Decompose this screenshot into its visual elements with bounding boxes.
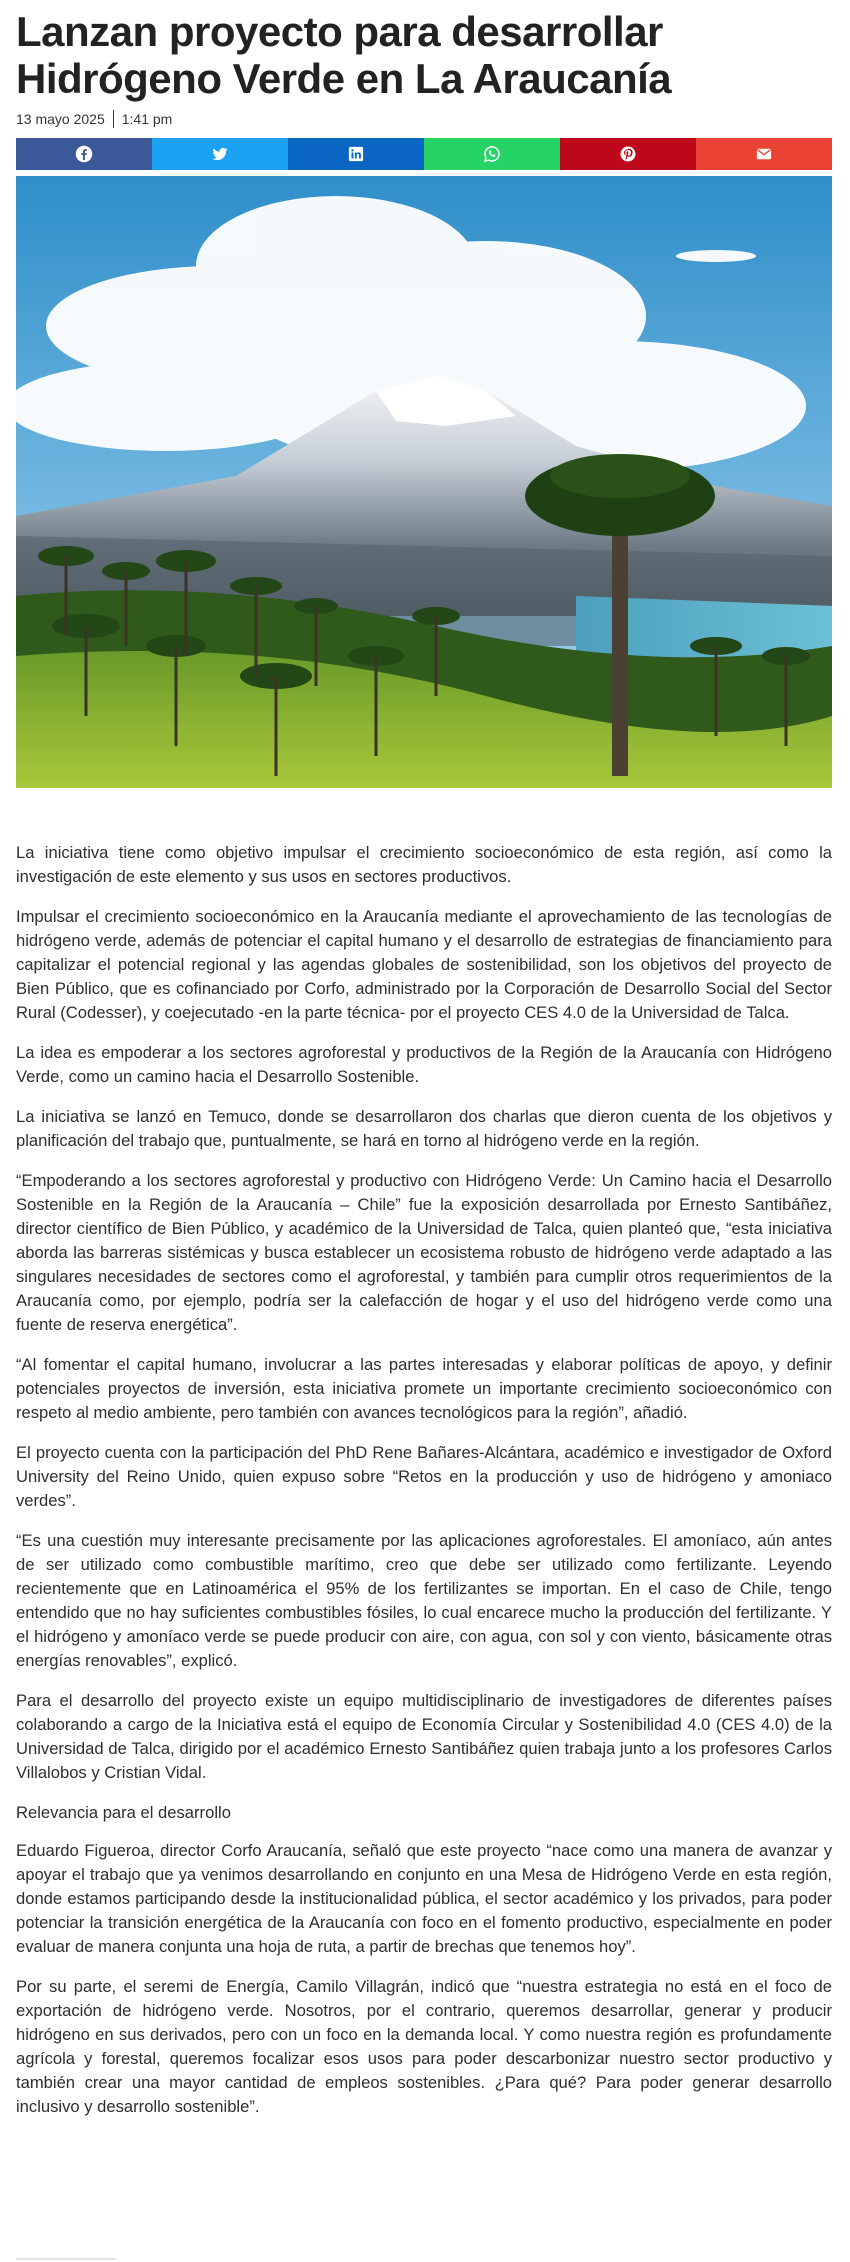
paragraph-4: La iniciativa se lanzó en Temuco, donde se desarrollaron dos charlas que dieron cuenta de los objetivos y planificación del trabajo que, puntualmente, se hará en torno al hidrógeno verde en la región. [16, 1107, 832, 1150]
email-icon [755, 145, 773, 163]
article-body [16, 841, 832, 2119]
paragraph-2: Impulsar el crecimiento socioeconómico en la Araucanía mediante el aprovechamiento de las tecnologías de hidrógeno verde, además de potenciar el capital humano y el desarrollo de estrategias de financiamiento para capitalizar el potencial regional y las agendas globales de sostenibilidad, son los objetivos del proyecto de Bien Público, que es cofinanciado por Corfo, administrado por la Corporación de Desarrollo Social del Sector Rural (Codesser), y coejecutado -en la parte técnica- por el proyecto CES 4.0 de la Universidad de Talca. [16, 907, 832, 1022]
twitter-share-button[interactable] [152, 138, 288, 170]
pinterest-icon [619, 145, 637, 163]
paragraph-7: El proyecto cuenta con la participación del PhD Rene Bañares-Alcántara, académico e investigador de Oxford University del Reino Unido, quien expuso sobre “Retos en la producción y uso de hidrógeno y amoniaco verdes”. [16, 1443, 832, 1510]
section-subheading: Relevancia para el desarrollo [16, 1803, 231, 1822]
paragraph-5: “Empoderando a los sectores agroforestal y productivo con Hidrógeno Verde: Un Camino hacia el Desarrollo Sostenible en la Región de la Araucanía – Chile” fue la exposición desarrollada por Ernesto Santibáñez, director científico de Bien Público, y académico de la Universidad de Talca, quien planteó que, “esta iniciativa aborda las barreras sistémicas y busca establecer un ecosistema robusto de hidrógeno verde adaptado a las singulares necesidades de sectores como el agroforestal, y también para cumplir otros requerimientos de la Araucanía como, por ejemplo, podría ser la calefacción de hogar y el uso del hidrógeno verde como una fuente de reserva energética”. [16, 1171, 832, 1334]
share-bar [16, 138, 832, 170]
article-meta [16, 110, 832, 128]
linkedin-icon [347, 145, 365, 163]
email-share-button[interactable] [696, 138, 832, 170]
publish-time: 1:41 pm [121, 111, 173, 127]
paragraph-1: La iniciativa tiene como objetivo impulsar el crecimiento socioeconómico de esta región, así como la investigación de este elemento y sus usos en sectores productivos. [16, 843, 832, 886]
paragraph-8: “Es una cuestión muy interesante precisamente por las aplicaciones agroforestales. El amoníaco, aún antes de ser utilizado como combustible marítimo, creo que debe ser utilizado como fertilizante. Leyendo recientemente que en Latinoamérica el 95% de los fertilizantes se importan. En el caso de Chile, tengo entendido que no hay suficientes combustibles fósiles, lo cual encarece mucho la producción del fertilizante. Y el hidrógeno y amoníaco verde se puede producir con aire, con agua, con sol y con viento, básicamente otras energías renovables”, explicó. [16, 1531, 832, 1670]
paragraph-10: Eduardo Figueroa, director Corfo Araucanía, señaló que este proyecto “nace como una manera de avanzar y apoyar el trabajo que ya venimos desarrollando en conjunto en una Mesa de Hidrógeno Verde en esta región, donde estamos participando desde la institucionalidad pública, el sector académico y los privados, para poder potenciar la transición energética de la Araucanía con foco en el fomento productivo, especialmente en poder evaluar de manera conjunta una hoja de ruta, a partir de brechas que tenemos hoy”. [16, 1841, 832, 1956]
whatsapp-share-button[interactable] [424, 138, 560, 170]
paragraph-6: “Al fomentar el capital humano, involucrar a las partes interesadas y elaborar políticas de apoyo, y definir potenciales proyectos de inversión, esta iniciativa promete un importante crecimiento socioeconómico con respeto al medio ambiente, pero también con avances tecnológicos para la región”, añadió. [16, 1355, 832, 1422]
paragraph-9: Para el desarrollo del proyecto existe un equipo multidisciplinario de investigadores de diferentes países colaborando a cargo de la Iniciativa está el equipo de Economía Circular y Sostenibilidad 4.0 (CES 4.0) de la Universidad de Talca, dirigido por el académico Ernesto Santibáñez quien trabaja junto a los profesores Carlos Villalobos y Cristian Vidal. [16, 1691, 832, 1782]
footer-divider [16, 2258, 116, 2260]
page-title [16, 8, 832, 102]
twitter-icon [211, 145, 229, 163]
pinterest-share-button[interactable] [560, 138, 696, 170]
title-line-1: Lanzan proyecto para desarrollar [16, 8, 663, 55]
paragraph-3: La idea es empoderar a los sectores agroforestal y productivos de la Región de la Araucanía con Hidrógeno Verde, como un camino hacia el Desarrollo Sostenible. [16, 1043, 832, 1086]
title-line-2: Hidrógeno Verde en La Araucanía [16, 55, 672, 102]
paragraph-11: Por su parte, el seremi de Energía, Camilo Villagrán, indicó que “nuestra estrategia no está en el foco de exportación de hidrógeno verde. Nosotros, por el contrario, queremos desarrollar, generar y producir hidrógeno en sus derivados, pero con un foco en la demanda local. Y como nuestra región es profundamente agrícola y forestal, queremos focalizar esos usos para poder descarbonizar nuestro sector productivo y también crear una mayor cantidad de empleos sostenibles. ¿Para qué? Para poder generar desarrollo inclusivo y desarrollo sostenible”. [16, 1977, 832, 2116]
hero-image-volcano-araucaria [16, 176, 832, 788]
publish-date: 13 mayo 2025 [16, 111, 105, 127]
whatsapp-icon [483, 145, 501, 163]
linkedin-share-button[interactable] [288, 138, 424, 170]
article [16, 0, 832, 2135]
facebook-icon [75, 145, 93, 163]
facebook-share-button[interactable] [16, 138, 152, 170]
meta-divider [113, 110, 114, 128]
